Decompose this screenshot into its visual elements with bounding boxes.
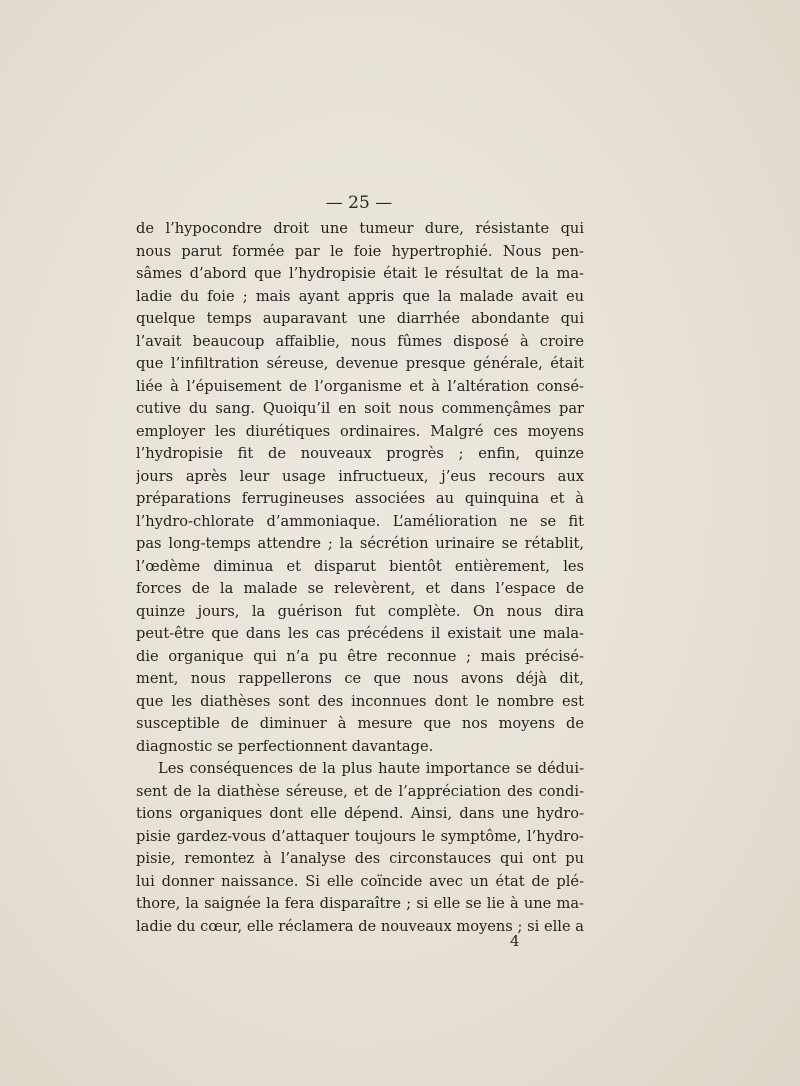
text-line: pas long-temps attendre ; la sécrétion urinaire se rétablit,	[136, 535, 584, 552]
text-line: ladie du cœur, elle réclamera de nouveaux moyens ; si elle a	[136, 917, 584, 935]
text-line: lui donner naissance. Si elle coïncide avec un état de plé-	[136, 872, 584, 890]
text-line: tions organiques dont elle dépend. Ainsi, dans une hydro-	[136, 805, 584, 822]
text-line: susceptible de diminuer à mesure que nos moyens de	[136, 715, 584, 732]
text-line: nous parut formée par le foie hypertrophié. Nous pen-	[136, 242, 584, 260]
text-line: que les diathèses sont des inconnues dont le nombre est	[136, 692, 584, 710]
text-line: ladie du foie ; mais ayant appris que la malade avait eu	[136, 287, 584, 305]
text-line: l’hydro-chlorate d’ammoniaque. L’amélioration ne se fit	[136, 512, 584, 530]
text-line: sâmes d’abord que l’hydropisie était le résultat de la ma-	[136, 265, 584, 282]
body-text	[136, 218, 584, 938]
text-line: forces de la malade se relevèrent, et dans l’espace de	[136, 580, 584, 597]
page-number: — 25 —	[325, 193, 393, 213]
text-line: que l’infiltration séreuse, devenue presque générale, était	[136, 355, 584, 372]
text-line: Les conséquences de la plus haute importance se dédui-	[158, 760, 584, 777]
text-line: diagnostic se perfectionnent davantage.	[136, 737, 434, 755]
text-line: employer les diurétiques ordinaires. Malgré ces moyens	[136, 422, 584, 440]
paragraph-2	[136, 758, 584, 938]
text-line: préparations ferrugineuses associées au quinquina et à	[136, 490, 584, 507]
text-line: quelque temps auparavant une diarrhée abondante qui	[136, 310, 584, 327]
text-line: jours après leur usage infructueux, j’eus recours aux	[136, 467, 584, 485]
text-line: cutive du sang. Quoiqu’il en soit nous commençâmes par	[136, 400, 584, 417]
text-line: sent de la diathèse séreuse, et de l’appréciation des condi-	[136, 782, 584, 800]
text-line: l’hydropisie fit de nouveaux progrès ; enfin, quinze	[136, 445, 584, 462]
text-line: ment, nous rappellerons ce que nous avons déjà dit,	[136, 670, 584, 687]
text-line: thore, la saignée la fera disparaître ; si elle se lie à une ma-	[136, 895, 584, 912]
text-line: de l’hypocondre droit une tumeur dure, résistante qui	[136, 220, 584, 237]
paragraph-1	[136, 218, 584, 758]
text-line: l’œdème diminua et disparut bientôt entièrement, les	[136, 557, 584, 575]
text-line: l’avait beaucoup affaiblie, nous fûmes disposé à croire	[136, 332, 584, 350]
text-line: peut-être que dans les cas précédens il existait une mala-	[136, 625, 584, 642]
text-line: quinze jours, la guérison fut complète. On nous dira	[136, 602, 584, 620]
text-line: pisie gardez-vous d’attaquer toujours le symptôme, l’hydro-	[136, 827, 584, 845]
signature-mark: 4	[510, 932, 520, 950]
text-line: liée à l’épuisement de l’organisme et à l’altération consé-	[136, 377, 584, 395]
text-line: pisie, remontez à l’analyse des circonstauces qui ont pu	[136, 850, 584, 867]
text-line: die organique qui n’a pu être reconnue ; mais précisé-	[136, 647, 584, 665]
